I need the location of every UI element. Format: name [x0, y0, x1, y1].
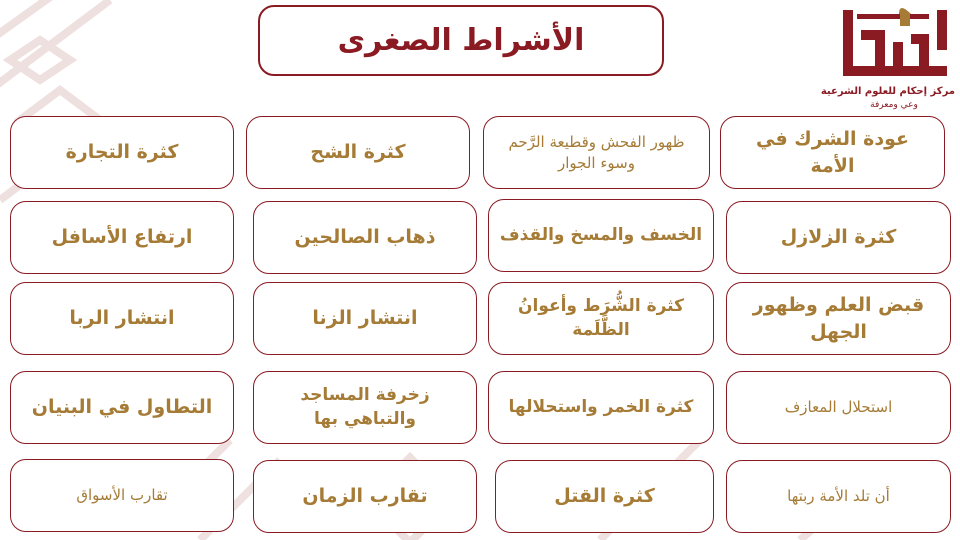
sign-label: التطاول في البنيان — [31, 396, 213, 419]
sign-card — [10, 201, 234, 274]
sign-card — [483, 116, 710, 189]
sign-label: تقارب الأسواق — [76, 486, 168, 504]
sign-card — [488, 282, 714, 355]
sign-label: استحلال المعازف — [784, 398, 893, 416]
sign-card — [253, 460, 477, 533]
sign-label: انتشار الربا — [69, 307, 175, 330]
sign-label: ارتفاع الأسافل — [51, 226, 193, 249]
sign-card — [726, 460, 951, 533]
sign-label: كثرة الشُّرَط وأعوانُ الظَّلَمة — [517, 295, 684, 340]
sign-label: كثرة الخمر واستحلالها — [508, 396, 694, 417]
sign-card — [246, 116, 470, 189]
sign-card — [726, 371, 951, 444]
logo-subtitle: مركز إحكام للعلوم الشرعية — [820, 86, 955, 97]
sign-label: كثرة الشح — [310, 141, 406, 164]
ihkam-logo-mark — [837, 4, 953, 86]
sign-label: ظهور الفحش وقطيعة الرَّحم وسوء الجوار — [508, 132, 685, 172]
page-title: الأشراط الصغرى — [337, 23, 585, 58]
sign-card — [495, 460, 714, 533]
sign-label: كثرة التجارة — [65, 141, 179, 164]
sign-label: ذهاب الصالحين — [294, 226, 436, 249]
sign-label: عودة الشرك في الأمة — [756, 127, 909, 177]
sign-card — [10, 282, 234, 355]
sign-card — [10, 116, 234, 189]
sign-card — [720, 116, 945, 189]
sign-card — [253, 201, 477, 274]
center-logo — [820, 4, 955, 112]
sign-label: الخسف والمسخ والقذف — [499, 224, 703, 245]
sign-label: قبض العلم وظهور الجهل — [752, 293, 925, 343]
sign-label: زخرفة المساجد والتباهي بها — [300, 384, 430, 429]
sign-label: انتشار الزنا — [312, 307, 418, 330]
sign-label: أن تلد الأمة ربتها — [787, 487, 890, 505]
sign-card — [10, 371, 234, 444]
sign-card — [253, 371, 477, 444]
sign-card — [488, 371, 714, 444]
sign-label: كثرة الزلازل — [780, 226, 897, 249]
sign-card — [488, 199, 714, 272]
sign-card — [253, 282, 477, 355]
sign-card — [726, 201, 951, 274]
sign-label: تقارب الزمان — [302, 485, 428, 508]
title-box — [258, 5, 664, 76]
sign-card — [10, 459, 234, 532]
sign-card — [726, 282, 951, 355]
sign-label: كثرة القتل — [554, 485, 655, 508]
logo-tagline: وعي ومعرفة — [870, 100, 918, 110]
